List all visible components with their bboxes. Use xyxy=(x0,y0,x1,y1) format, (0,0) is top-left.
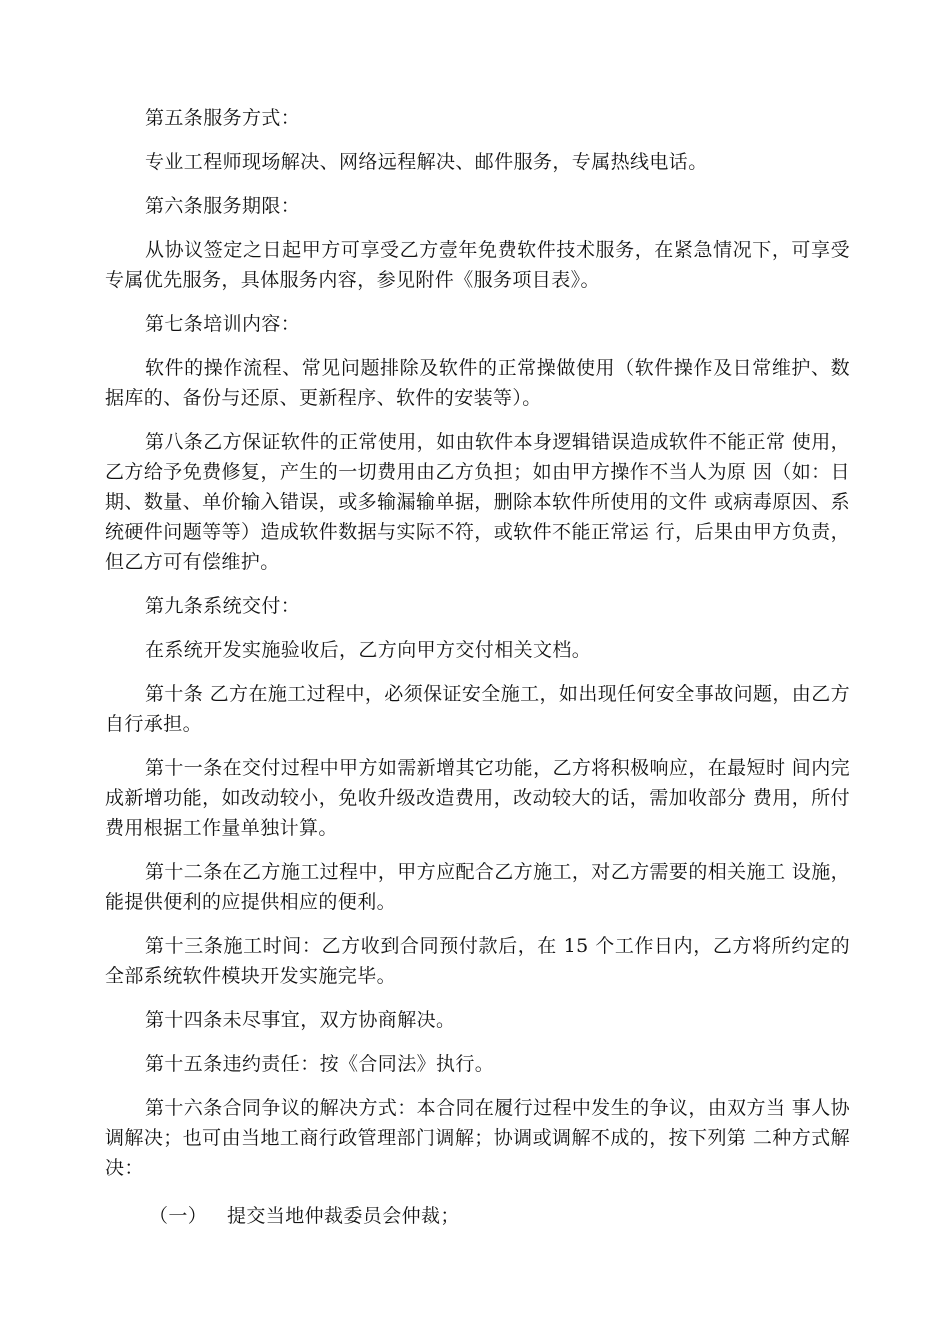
clause-7-heading: 第七条培训内容： xyxy=(145,313,301,335)
clause-5-text: 专业工程师现场解决、网络远程解决、邮件服务，专属热线电话。 xyxy=(145,151,708,173)
clause-5-heading: 第五条服务方式： xyxy=(145,107,301,129)
clause-6-heading: 第六条服务期限： xyxy=(145,195,301,217)
clause-14-text: 第十四条未尽事宜，双方协商解决。 xyxy=(145,1009,456,1031)
clause-6-text: 从协议签定之日起甲方可享受乙方壹年免费软件技术服务，在紧急情况下，可享受专属优先服务，具体服务内容，参见附件《服务项目表》。 xyxy=(105,239,850,291)
clause-15-text: 第十五条违约责任：按《合同法》执行。 xyxy=(145,1053,495,1075)
document-body xyxy=(105,103,850,1231)
dispute-option-item xyxy=(105,1201,850,1231)
clause-8-text: 第八条乙方保证软件的正常使用，如由软件本身逻辑错误造成软件不能正常 使用，乙方给予免费修复，产生的一切费用由乙方负担；如由甲方操作不当人为原 因（如：日期、数量、单价输入错误，或多输漏输单据，删除本软件所使用的文件 或病毒原因、系统硬件问题等等）造成软件数据与实际不符，或软件不能正常运 行，后果由甲方负责，但乙方可有偿维护。 xyxy=(105,431,850,573)
clause-9-text: 在系统开发实施验收后，乙方向甲方交付相关文档。 xyxy=(145,639,592,661)
clause-11-text: 第十一条在交付过程中甲方如需新增其它功能，乙方将积极响应，在最短时 间内完成新增功能，如改动较小，免收升级改造费用，改动较大的话，需加收部分 费用，所付费用根据工作量单独计算。 xyxy=(105,757,850,839)
clause-13-text: 第十三条施工时间：乙方收到合同预付款后，在 15 个工作日内，乙方将所约定的全部系统软件模块开发实施完毕。 xyxy=(105,935,850,987)
clause-7-text: 软件的操作流程、常见问题排除及软件的正常操做使用（软件操作及日常维护、数据库的、备份与还原、更新程序、软件的安装等）。 xyxy=(105,357,850,409)
clause-9-heading: 第九条系统交付： xyxy=(145,595,301,617)
list-number: （一） xyxy=(149,1205,208,1227)
clause-10-text: 第十条 乙方在施工过程中，必须保证安全施工，如出现任何安全事故问题，由乙方自行承担。 xyxy=(105,683,850,735)
clause-12-text: 第十二条在乙方施工过程中，甲方应配合乙方施工，对乙方需要的相关施工 设施，能提供便利的应提供相应的便利。 xyxy=(105,861,850,913)
list-text: 提交当地仲裁委员会仲裁； xyxy=(227,1205,460,1227)
clause-16-text: 第十六条合同争议的解决方式：本合同在履行过程中发生的争议，由双方当 事人协调解决；也可由当地工商行政管理部门调解；协调或调解不成的，按下列第 二种方式解决： xyxy=(105,1097,850,1179)
